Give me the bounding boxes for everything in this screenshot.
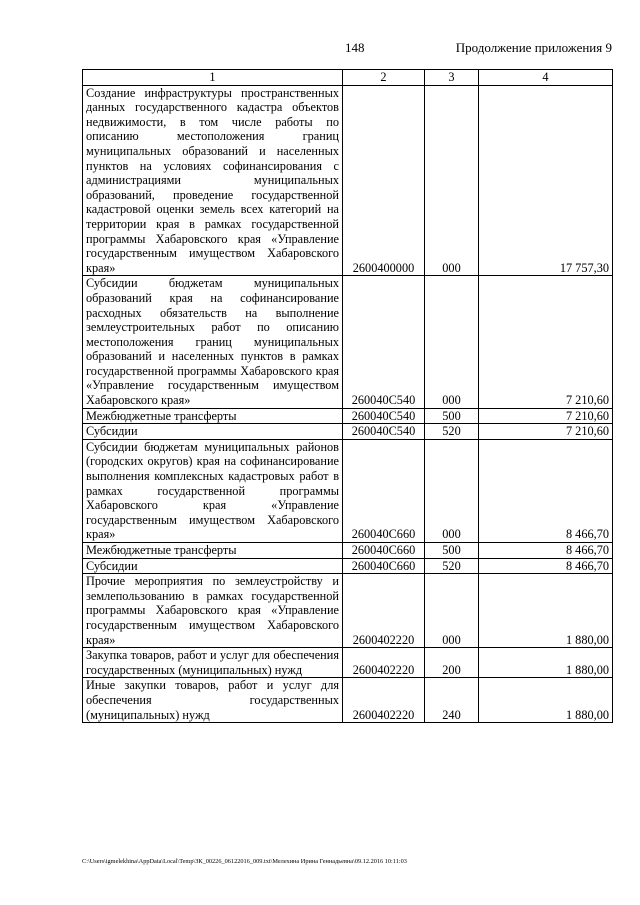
row-target-code: 260040С540 (343, 276, 425, 408)
row-amount: 8 466,70 (479, 558, 613, 574)
row-expense-type: 500 (425, 543, 479, 559)
row-amount: 8 466,70 (479, 543, 613, 559)
row-description: Межбюджетные трансферты (83, 543, 343, 559)
row-description: Субсидии (83, 424, 343, 440)
row-amount: 1 880,00 (479, 678, 613, 723)
row-amount: 7 210,60 (479, 408, 613, 424)
row-expense-type: 000 (425, 276, 479, 408)
column-header: 1 (83, 70, 343, 86)
row-amount: 7 210,60 (479, 424, 613, 440)
row-expense-type: 520 (425, 558, 479, 574)
row-description: Субсидии бюджетам муниципальных образований края на софинансирование расходных обязательств на выполнение землеустроительных работ по описанию местоположения границ муниципальных образований и населенных пунктов в рамках государственной программы Хабаровского края «Управление государственным имуществом Хабаровского края» (83, 276, 343, 408)
row-amount: 7 210,60 (479, 276, 613, 408)
table-row (83, 439, 613, 542)
table-row (83, 543, 613, 559)
row-description: Иные закупки товаров, работ и услуг для обеспечения государственных (муниципальных) нужд (83, 678, 343, 723)
page-header (82, 40, 612, 58)
table-row (83, 424, 613, 440)
row-expense-type: 500 (425, 408, 479, 424)
budget-table (82, 69, 613, 723)
row-expense-type: 000 (425, 439, 479, 542)
row-expense-type: 000 (425, 85, 479, 276)
table-row (83, 648, 613, 678)
table-row (83, 276, 613, 408)
row-expense-type: 200 (425, 648, 479, 678)
row-description: Межбюджетные трансферты (83, 408, 343, 424)
row-amount: 1 880,00 (479, 648, 613, 678)
row-target-code: 260040С660 (343, 439, 425, 542)
column-header: 3 (425, 70, 479, 86)
row-description: Субсидии бюджетам муниципальных районов (городских округов) края на софинансирование выполнения комплексных кадастровых работ в рамках государственной программы Хабаровского края «Управление государственным имуществом Хабаровского края» (83, 439, 343, 542)
table-row (83, 678, 613, 723)
row-target-code: 2600400000 (343, 85, 425, 276)
row-target-code: 2600402220 (343, 678, 425, 723)
table-row (83, 85, 613, 276)
row-target-code: 260040С660 (343, 543, 425, 559)
table-row (83, 408, 613, 424)
row-target-code: 260040С540 (343, 424, 425, 440)
row-description: Субсидии (83, 558, 343, 574)
row-target-code: 2600402220 (343, 648, 425, 678)
row-description: Прочие мероприятия по землеустройству и землепользованию в рамках государственной программы Хабаровского края «Управление государственным имуществом Хабаровского края» (83, 574, 343, 648)
row-expense-type: 000 (425, 574, 479, 648)
row-amount: 1 880,00 (479, 574, 613, 648)
table-row (83, 574, 613, 648)
row-target-code: 2600402220 (343, 574, 425, 648)
column-header: 4 (479, 70, 613, 86)
row-target-code: 260040С660 (343, 558, 425, 574)
file-path-footer: C:\Users\igmelekhina\AppData\Local\Temp\ЗК_00226_06122016_009.txt\Мелехина Ирина Геннадьевна\09.12.2016 10:11:03 (82, 858, 407, 865)
row-expense-type: 520 (425, 424, 479, 440)
column-header: 2 (343, 70, 425, 86)
row-description: Закупка товаров, работ и услуг для обеспечения государственных (муниципальных) нужд (83, 648, 343, 678)
row-amount: 17 757,30 (479, 85, 613, 276)
row-target-code: 260040С540 (343, 408, 425, 424)
table-header-row (83, 70, 613, 86)
appendix-continuation-label: Продолжение приложения 9 (455, 40, 612, 55)
table-row (83, 558, 613, 574)
row-description: Создание инфраструктуры пространственных данных государственного кадастра объектов недвижимости, в том числе работы по описанию местоположения границ муниципальных образований и населенных пунктов на условиях софинансирования с администрациями муниципальных образований, проведение государственной кадастровой оценки земель всех категорий на территории края в рамках государственной программы Хабаровского края «Управление государственным имуществом Хабаровского края» (83, 85, 343, 276)
page-number: 148 (345, 40, 365, 55)
row-amount: 8 466,70 (479, 439, 613, 542)
row-expense-type: 240 (425, 678, 479, 723)
